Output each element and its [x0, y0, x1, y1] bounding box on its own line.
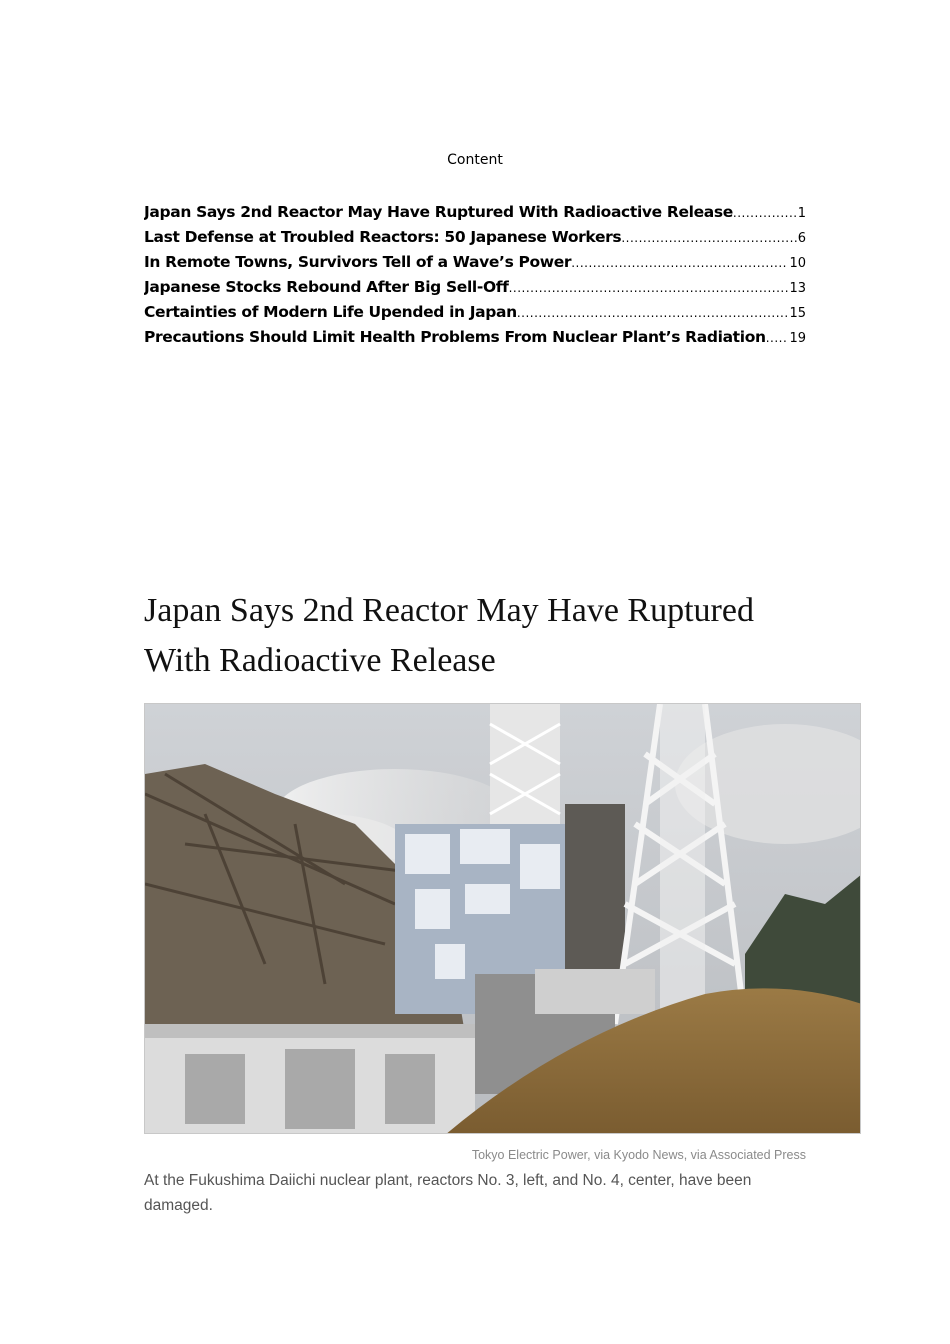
toc-entry-page: 10 — [789, 256, 806, 271]
toc-entry-page: 19 — [789, 331, 806, 346]
toc-dot-leader — [733, 201, 797, 225]
article-photo — [144, 703, 861, 1134]
photo-caption: At the Fukushima Daiichi nuclear plant, reactors No. 3, left, and No. 4, center, have been damaged. — [144, 1172, 752, 1214]
toc-entry-title[interactable]: Last Defense at Troubled Reactors: 50 Japanese Workers — [144, 228, 622, 246]
toc-entry[interactable] — [144, 225, 806, 250]
toc-entry-title[interactable]: Certainties of Modern Life Upended in Japan — [144, 303, 517, 321]
toc-entry-page: 1 — [797, 206, 806, 221]
toc-entry[interactable] — [144, 250, 806, 275]
toc-entry-title[interactable]: Precautions Should Limit Health Problems From Nuclear Plant’s Radiation — [144, 328, 766, 346]
toc-dot-leader — [766, 326, 789, 350]
toc-entry-title[interactable]: Japan Says 2nd Reactor May Have Ruptured With Radioactive Release — [144, 203, 733, 221]
toc-entry[interactable] — [144, 200, 806, 225]
toc-entry-page: 15 — [789, 306, 806, 321]
photo-credit: Tokyo Electric Power, via Kyodo News, via Associated Press — [471, 1148, 806, 1162]
toc-dot-leader — [509, 276, 789, 300]
toc-dot-leader — [517, 301, 789, 325]
article-title: Japan Says 2nd Reactor May Have Ruptured With Radioactive Release — [144, 592, 754, 679]
toc-entry-title[interactable]: In Remote Towns, Survivors Tell of a Wave’s Power — [144, 253, 572, 271]
toc-dot-leader — [571, 251, 788, 275]
table-of-contents — [144, 200, 806, 350]
toc-entry-page: 6 — [797, 231, 806, 246]
toc-entry-page: 13 — [789, 281, 806, 296]
toc-entry[interactable] — [144, 300, 806, 325]
toc-entry-title[interactable]: Japanese Stocks Rebound After Big Sell-Off — [144, 278, 509, 296]
toc-dot-leader — [621, 226, 796, 250]
toc-heading: Content — [447, 152, 503, 168]
toc-entry[interactable] — [144, 325, 806, 350]
toc-entry[interactable] — [144, 275, 806, 300]
